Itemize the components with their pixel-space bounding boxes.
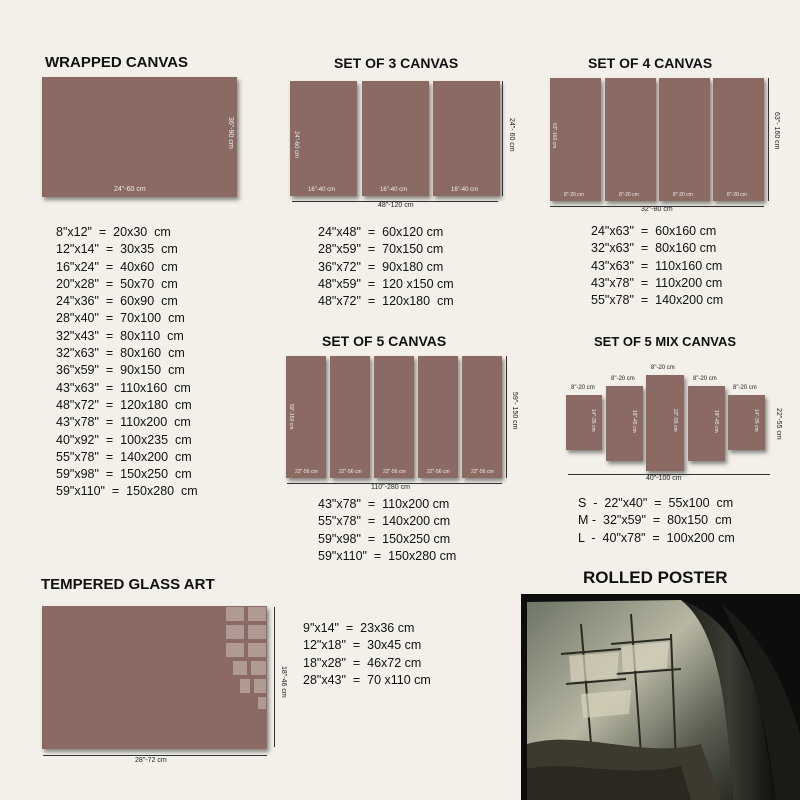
wrapped-height-label: 36"-90 cm: [227, 117, 234, 149]
glass-height-label: 18"-46 cm: [280, 666, 287, 698]
set5-panel-width-label: 22"-56 cm: [427, 469, 450, 475]
set5mix-top-label: 8"-20 cm: [693, 376, 717, 382]
set3-height-rule: [502, 81, 503, 196]
set4-height-label: 63"- 160 cm: [773, 112, 780, 150]
size-row: 12"x18" = 30x45 cm: [303, 638, 422, 653]
size-row: L - 40"x78" = 100x200 cm: [578, 530, 735, 545]
set5-panel: [330, 356, 370, 478]
size-row: 24"x36" = 60x90 cm: [56, 294, 178, 309]
set5-panel: [418, 356, 458, 478]
set5-panel-width-label: 22"-56 cm: [339, 469, 362, 475]
set3-width-label: 48"-120 cm: [378, 202, 414, 209]
set3-panel-width-label: 16"-40 cm: [308, 187, 336, 193]
set5-panel: [374, 356, 414, 478]
set4-panel: [605, 78, 656, 201]
size-row: 32"x43" = 80x110 cm: [56, 328, 184, 343]
set5mix-height-label: 22"-55 cm: [775, 408, 782, 440]
wrapped-title: WRAPPED CANVAS: [45, 54, 189, 71]
glass-width-rule: [43, 755, 267, 756]
size-row: 24"x63" = 60x160 cm: [591, 224, 717, 238]
size-row: 9"x14" = 23x36 cm: [303, 621, 415, 635]
size-row: 16"x24" = 40x60 cm: [56, 259, 178, 274]
set5mix-side-label: 18"-45 cm: [713, 409, 719, 433]
set5mix-panel: [728, 395, 765, 450]
set4-panel-width-label: 8"-20 cm: [619, 192, 639, 198]
set5-panel: [462, 356, 502, 478]
glass-height-rule: [274, 607, 275, 747]
size-row: 28"x40" = 70x100 cm: [56, 311, 185, 326]
set4-panel-width-label: 8"-20 cm: [564, 192, 584, 198]
set5-panel-width-label: 22"-56 cm: [383, 469, 406, 475]
wrapped-canvas-panel: [42, 77, 237, 197]
wrapped-size-list: [56, 224, 198, 501]
set5mix-top-label: 8"-20 cm: [651, 365, 675, 371]
size-row: 32"x63" = 80x160 cm: [56, 346, 185, 361]
set5mix-title: SET OF 5 MIX CANVAS: [594, 334, 737, 349]
set5mix-width-label: 40"-100 cm: [646, 475, 682, 482]
set4-panel-height-label: 63"-160 cm: [551, 123, 557, 149]
wrapped-width-label: 24"-60 cm: [114, 186, 146, 193]
set5-panel-width-label: 22"-56 cm: [295, 469, 318, 475]
set5mix-side-label: 22"-55 cm: [672, 409, 678, 432]
size-row: 24"x48" = 60x120 cm: [318, 225, 444, 239]
size-row: 48"x59" = 120 x150 cm: [318, 276, 454, 291]
set4-height-rule: [768, 78, 769, 201]
set3-panel-width-label: 16"-40 cm: [380, 187, 408, 193]
set5mix-top-label: 8"-20 cm: [733, 385, 757, 391]
size-row: 43"x78" = 110x200 cm: [318, 497, 450, 511]
set3-panel-height-label: 24"-60 cm: [293, 131, 299, 159]
set5mix-panel: [646, 375, 684, 471]
size-row: S - 22"x40" = 55x100 cm: [578, 496, 734, 510]
size-row: 32"x63" = 80x160 cm: [591, 241, 717, 256]
set4-panel: [550, 78, 601, 201]
size-row: 48"x72" = 120x180 cm: [318, 294, 454, 309]
size-row: 48"x72" = 120x180 cm: [56, 397, 192, 412]
set3-panel-width-label: 16"-40 cm: [451, 187, 479, 193]
set5mix-panel: [606, 386, 643, 461]
set5-size-list: [318, 496, 456, 565]
set5-title: SET OF 5 CANVAS: [322, 333, 447, 349]
ship-artwork: [521, 594, 800, 800]
set4-width-label: 32"-80 cm: [641, 206, 673, 213]
size-row: 43"x78" = 110x200 cm: [56, 415, 191, 430]
glass-width-label: 28"-72 cm: [135, 757, 167, 764]
size-row: 43"x78" = 110x200 cm: [591, 275, 723, 290]
set3-title: SET OF 3 CANVAS: [334, 55, 459, 71]
set4-size-list: [591, 223, 723, 309]
size-row: 36"x59" = 90x150 cm: [56, 363, 185, 378]
set5-panel-height-label: 59"-150 cm: [288, 404, 294, 430]
set5-height-rule: [506, 356, 507, 478]
size-row: 43"x63" = 110x160 cm: [56, 380, 191, 395]
glass-size-list: [303, 620, 431, 689]
size-row: 55"x78" = 140x200 cm: [56, 449, 192, 464]
set5mix-side-label: 14"-35 cm: [753, 408, 759, 432]
set5mix-size-list: [578, 495, 735, 547]
rolled-poster-image: [521, 594, 800, 800]
set4-title: SET OF 4 CANVAS: [588, 55, 713, 71]
set4-panel-width-label: 8"-20 cm: [673, 192, 693, 198]
size-row: 55"x78" = 140x200 cm: [591, 293, 724, 308]
size-row: 59"x110" = 150x280 cm: [56, 484, 198, 499]
size-row: 59"x98" = 150x250 cm: [56, 467, 192, 482]
set3-size-list: [318, 224, 454, 310]
set5mix-top-label: 8"-20 cm: [611, 376, 635, 382]
set5mix-panel: [566, 395, 602, 450]
set5mix-panel: [688, 386, 725, 461]
set5mix-side-label: 14"-35 cm: [590, 408, 596, 432]
set5mix-top-label: 8"-20 cm: [571, 385, 595, 391]
size-row: 12"x14" = 30x35 cm: [56, 242, 178, 257]
glass-panel: [42, 606, 267, 749]
set3-panel: [362, 81, 429, 196]
size-row: 55"x78" = 140x200 cm: [318, 514, 451, 529]
set5-width-label: 110"-280 cm: [371, 484, 410, 491]
set3-panel: [433, 81, 500, 196]
size-row: 59"x98" = 150x250 cm: [318, 531, 451, 546]
set5-panel: [286, 356, 326, 478]
size-row: 43"x63" = 110x160 cm: [591, 258, 723, 273]
size-row: 59"x110" = 150x280 cm: [318, 548, 457, 563]
size-row: 20"x28" = 50x70 cm: [56, 276, 178, 291]
glass-title: TEMPERED GLASS ART: [41, 576, 215, 593]
set3-height-label: 24"- 60 cm: [508, 118, 515, 152]
size-row: 40"x92" = 100x235 cm: [56, 432, 192, 447]
size-row: 36"x72" = 90x180 cm: [318, 259, 444, 274]
set4-panel: [659, 78, 710, 201]
size-row: 8"x12" = 20x30 cm: [56, 225, 171, 239]
set5-panel-width-label: 22"-56 cm: [471, 469, 494, 475]
size-row: 28"x43" = 70 x110 cm: [303, 672, 431, 687]
set5-height-label: 59"- 150 cm: [511, 392, 518, 430]
set5mix-side-label: 18"-45 cm: [631, 409, 637, 433]
set4-panel: [713, 78, 764, 201]
poster-title: ROLLED POSTER: [583, 568, 728, 587]
glass-reflection-grid: [42, 606, 267, 749]
size-row: 28"x59" = 70x150 cm: [318, 242, 444, 257]
size-row: M - 32"x59" = 80x150 cm: [578, 513, 732, 528]
size-row: 18"x28" = 46x72 cm: [303, 655, 422, 670]
set3-panel: [290, 81, 357, 196]
set4-panel-width-label: 8"-20 cm: [727, 192, 747, 198]
